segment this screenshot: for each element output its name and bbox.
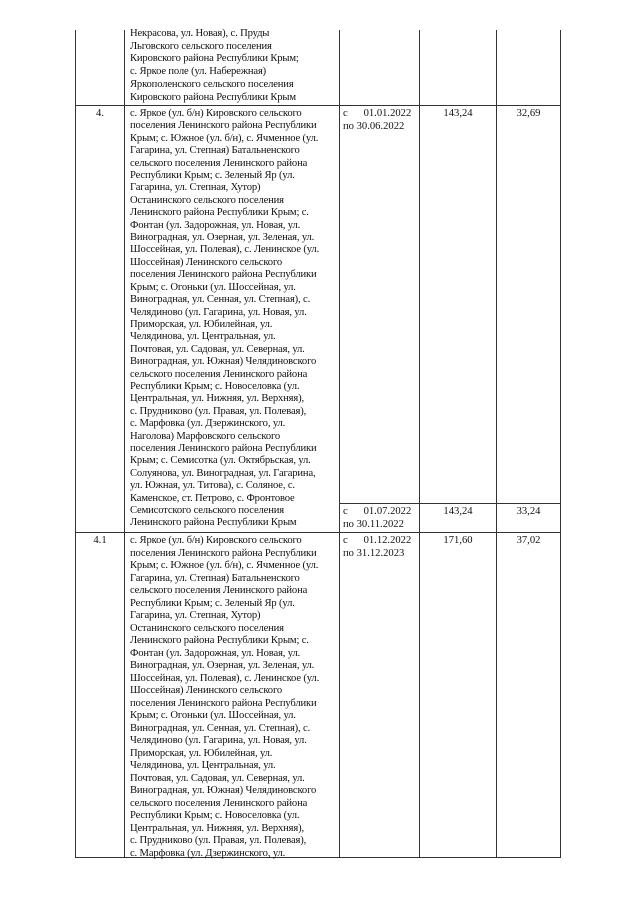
table-border xyxy=(124,30,125,858)
table-border xyxy=(75,30,76,858)
table-border xyxy=(339,30,340,858)
location-cell: с. Яркое (ул. б/н) Кировского сельского поселения Ленинского района Республики Крым; с. Южное (ул. б/н), с. Ячменное (ул. Гагарина, ул. Степная) Батальненского сельского поселения Ленинского района Республики Крым; с. Зеленый Яр (ул. Гагарина, ул. Степная, Хутор) Останинского сельского поселения Ленинского района Республики Крым; с. Фонтан (ул. Задорожная, ул. Новая, ул. Виноградная, ул. Озерная, ул. Зеленая, ул. Шоссейная, ул. Полевая), с. Ленинское (ул. Шоссейная) Ленинского сельского поселения Ленинского района Республики Крым; с. Огоньки (ул. Шоссейная, ул. Виноградная, ул. Сенная, ул. Степная), с. Челядиново (ул. Гагарина, ул. Новая, ул. Приморская, ул. Юбилейная, ул. Челядинова, ул. Центральная, ул. Почтовая, ул. Садовая, ул. Северная, ул. Виноградная, ул. Южная) Челядиновского сельского поселения Ленинского района Республики Крым; с. Новоселовка (ул. Центральная, ул. Нижняя, ул. Верхняя), с. Прудниково (ул. Правая, ул. Полевая), с. Марфовка (ул. Дзержинского, ул. Наголова) Марфовского сельского поселения Ленинского района Республики Крым; с. Семисотка (ул. Октябрьская, ул. Солуянова, ул. Виноградная, ул. Гагарина, ул. Южная, ул. Титова), с. Соляное, с. Каменское, ст. Петрово, с. Фронтовое Семисотского сельского поселения Ленинского района Республики Крым xyxy=(130,108,320,529)
value2-cell: 32,69 xyxy=(516,108,541,119)
location-cell: с. Яркое (ул. б/н) Кировского сельского поселения Ленинского района Республики Крым; с. Южное (ул. б/н), с. Ячменное (ул. Гагарина, ул. Степная) Батальненского сельского поселения Ленинского района Республики Крым; с. Зеленый Яр (ул. Гагарина, ул. Степная, Хутор) Останинского сельского поселения Ленинского района Республики Крым; с. Фонтан (ул. Задорожная, ул. Новая, ул. Виноградная, ул. Озерная, ул. Зеленая, ул. Шоссейная, ул. Полевая), с. Ленинское (ул. Шоссейная) Ленинского сельского поселения Ленинского района Республики Крым; с. Огоньки (ул. Шоссейная, ул. Виноградная, ул. Сенная, ул. Степная), с. Челядиново (ул. Гагарина, ул. Новая, ул. Приморская, ул. Юбилейная, ул. Челядинова, ул. Центральная, ул. Почтовая, ул. Садовая, ул. Северная, ул. Виноградная, ул. Южная) Челядиновского сельского поселения Ленинского района Республики Крым; с. Новоселовка (ул. Центральная, ул. Нижняя, ул. Верхняя), с. Прудниково (ул. Правая, ул. Полевая), с. Марфовка (ул. Дзержинского, ул. xyxy=(130,535,320,859)
row-number: 4.1 xyxy=(93,535,107,546)
period-cell: с 01.01.2022 по 30.06.2022 xyxy=(343,108,412,132)
location-cell: Некрасова, ул. Новая), с. Пруды Льговского сельского поселения Кировского района Республики Крым; с. Яркое поле (ул. Набережная) Яркополенского сельского поселения Кировского района Республики Крым xyxy=(130,28,299,103)
value2-cell: 33,24 xyxy=(516,506,541,517)
subrow-divider xyxy=(339,503,561,504)
table-border xyxy=(560,30,561,858)
value1-cell: 143,24 xyxy=(443,108,473,119)
value1-cell: 143,24 xyxy=(443,506,473,517)
value1-cell: 171,60 xyxy=(443,535,473,546)
value2-cell: 37,02 xyxy=(516,535,541,546)
row-divider xyxy=(75,532,561,533)
row-number: 4. xyxy=(96,108,104,119)
period-cell: с 01.07.2022 по 30.11.2022 xyxy=(343,506,412,530)
period-cell: с 01.12.2022 по 31.12.2023 xyxy=(343,535,412,559)
table-border xyxy=(496,30,497,858)
table-border xyxy=(419,30,420,858)
row-divider xyxy=(75,105,561,106)
